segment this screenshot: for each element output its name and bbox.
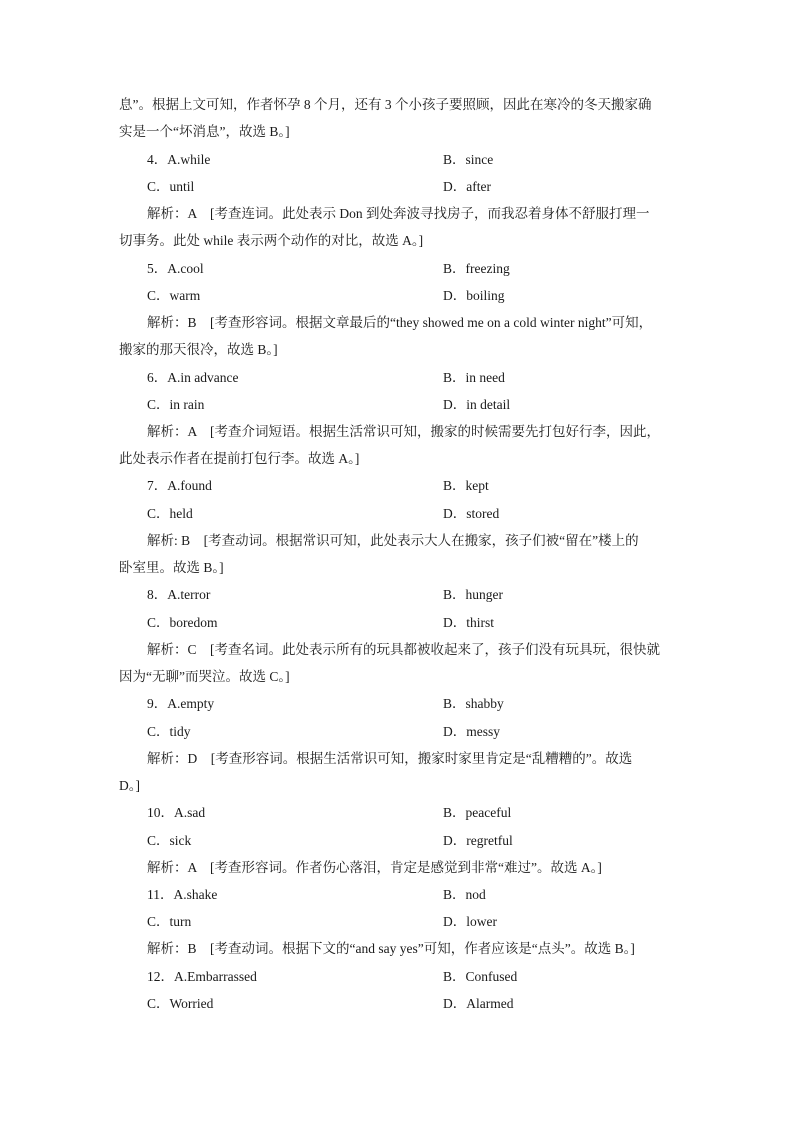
q8-option-c: C．boredom: [147, 615, 218, 630]
q12-option-a: 12．A.Embarrassed: [147, 969, 257, 984]
q9-explanation-1: 解析：D [考查形容词。根据生活常识可知，搬家时家里肯定是“乱糟糟的”。故选: [147, 751, 633, 766]
q8-option-b: B．hunger: [443, 587, 503, 602]
q6-option-b: B．in need: [443, 370, 505, 385]
q11-option-b: B．nod: [443, 887, 486, 902]
q6-option-c: C．in rain: [147, 397, 205, 412]
q5-explanation-1: 解析：B [考查形容词。根据文章最后的“they showed me on a cold winter night”可知，: [147, 315, 653, 330]
q12-option-d: D．Alarmed: [443, 996, 514, 1011]
q6-option-a: 6．A.in advance: [147, 370, 239, 385]
q8-explanation-1: 解析：C [考查名词。此处表示所有的玩具都被收起来了，孩子们没有玩具玩，很快就: [147, 642, 660, 657]
continuation-line-1: 息”。根据上文可知，作者怀孕 8 个月，还有 3 个小孩子要照顾，因此在寒冷的冬天搬家确: [119, 97, 652, 112]
q7-option-a: 7．A.found: [147, 478, 212, 493]
q9-option-a: 9．A.empty: [147, 696, 215, 711]
q11-explanation-1: 解析：B [考查动词。根据下文的“and say yes”可知，作者应该是“点头”。故选 B。]: [147, 941, 635, 956]
q4-option-a: 4．A.while: [147, 152, 211, 167]
q4-option-d: D．after: [443, 179, 491, 194]
q6-option-d: D．in detail: [443, 397, 511, 412]
q8-explanation-2: 因为“无聊”而哭泣。故选 C。]: [119, 669, 290, 684]
q5-option-d: D．boiling: [443, 288, 505, 303]
q8-option-d: D．thirst: [443, 615, 495, 630]
q7-option-d: D．stored: [443, 506, 500, 521]
q5-option-c: C．warm: [147, 288, 201, 303]
q10-option-a: 10．A.sad: [147, 805, 206, 820]
q11-option-a: 11．A.shake: [147, 887, 218, 902]
q9-option-c: C．tidy: [147, 724, 191, 739]
continuation-line-2: 实是一个“坏消息”，故选 B。]: [119, 124, 290, 139]
q11-option-d: D．lower: [443, 914, 497, 929]
q12-option-c: C．Worried: [147, 996, 214, 1011]
q4-explanation-2: 切事务。此处 while 表示两个动作的对比，故选 A。]: [119, 233, 424, 248]
q6-explanation-1: 解析：A [考查介词短语。根据生活常识可知，搬家的时候需要先打包好行李，因此，: [147, 424, 660, 439]
q7-option-b: B．kept: [443, 478, 489, 493]
q12-option-b: B．Confused: [443, 969, 518, 984]
q5-option-b: B．freezing: [443, 261, 510, 276]
q9-option-b: B．shabby: [443, 696, 504, 711]
q9-option-d: D．messy: [443, 724, 500, 739]
q7-option-c: C．held: [147, 506, 193, 521]
q5-explanation-2: 搬家的那天很冷，故选 B。]: [119, 342, 278, 357]
q7-explanation-1: 解析: B [考查动词。根据常识可知，此处表示大人在搬家，孩子们被“留在”楼上的: [147, 533, 639, 548]
q7-explanation-2: 卧室里。故选 B。]: [119, 560, 224, 575]
q10-option-d: D．regretful: [443, 833, 513, 848]
q10-explanation-1: 解析：A [考查形容词。作者伤心落泪，肯定是感觉到非常“难过”。故选 A。]: [147, 860, 602, 875]
q4-option-c: C．until: [147, 179, 195, 194]
q9-explanation-2: D。]: [119, 778, 140, 793]
q5-option-a: 5．A.cool: [147, 261, 204, 276]
q10-option-c: C．sick: [147, 833, 192, 848]
q4-option-b: B．since: [443, 152, 494, 167]
q10-option-b: B．peaceful: [443, 805, 512, 820]
q11-option-c: C．turn: [147, 914, 192, 929]
q8-option-a: 8．A.terror: [147, 587, 211, 602]
q4-explanation-1: 解析：A [考查连词。此处表示 Don 到处奔波寻找房子，而我忍着身体不舒服打理一: [147, 206, 650, 221]
q6-explanation-2: 此处表示作者在提前打包行李。故选 A。]: [119, 451, 360, 466]
